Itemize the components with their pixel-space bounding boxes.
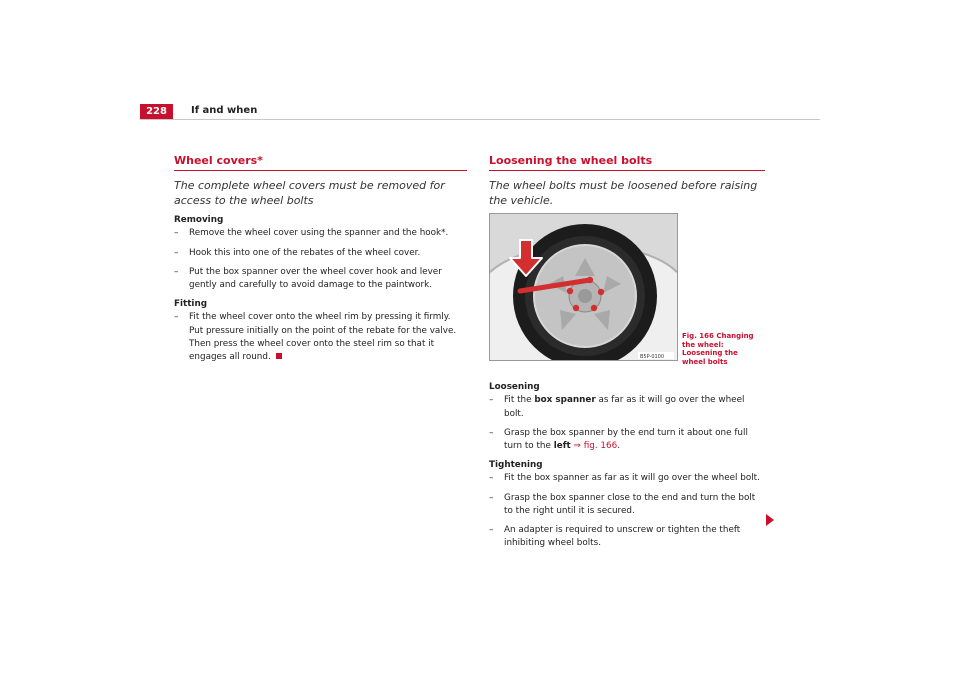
step-item bbox=[174, 266, 467, 292]
step-text: Fit the bbox=[504, 395, 535, 406]
header-rule bbox=[140, 119, 820, 120]
dash-bullet: – bbox=[174, 312, 179, 323]
wheel-figure-image bbox=[489, 213, 678, 361]
dash-bullet: – bbox=[489, 525, 494, 536]
reference-arrow: ⇒ bbox=[570, 441, 584, 452]
page-number: 228 bbox=[140, 104, 173, 119]
subheading-tightening: Tightening bbox=[489, 460, 543, 471]
step-text: Grasp the box spanner by the end turn it about one full turn to the bbox=[504, 427, 748, 452]
step-item bbox=[489, 472, 765, 485]
figure-caption: Fig. 166 Changing the wheel: Loosening the wheel bolts bbox=[682, 332, 754, 366]
left-column bbox=[174, 154, 467, 370]
step-item bbox=[489, 492, 765, 518]
step-emphasis: left bbox=[553, 441, 571, 452]
continue-arrow-icon bbox=[766, 514, 774, 526]
dash-bullet: – bbox=[489, 492, 494, 503]
step-item bbox=[489, 427, 765, 453]
step-text: Fit the box spanner as far as it will go over the wheel bolt. bbox=[504, 473, 760, 484]
step-emphasis: box spanner bbox=[534, 395, 596, 406]
step-text: Put the box spanner over the wheel cover hook and lever gently and carefully to avoid damage to the paintwork. bbox=[189, 266, 442, 291]
dash-bullet: – bbox=[174, 247, 179, 258]
dash-bullet: – bbox=[174, 228, 179, 239]
figure-reference-link[interactable]: fig. 166 bbox=[583, 441, 618, 452]
step-item bbox=[489, 524, 765, 550]
dash-bullet: – bbox=[489, 427, 494, 438]
subheading-loosening: Loosening bbox=[489, 382, 540, 393]
section-intro: The complete wheel covers must be removed for access to the wheel bolts bbox=[174, 179, 445, 208]
subheading-removing: Removing bbox=[174, 215, 224, 226]
step-text: as far as it will go over the wheel bolt. bbox=[504, 395, 745, 419]
section-intro: The wheel bolts must be loosened before raising the vehicle. bbox=[489, 179, 758, 208]
dash-bullet: – bbox=[489, 473, 494, 484]
step-text: Fit the wheel cover onto the wheel rim by pressing it firmly. Put pressure initially on the point of the rebate for the valve. Then press the wheel cover onto the steel rim so that it engages all round. bbox=[189, 312, 457, 363]
running-title: If and when bbox=[191, 105, 258, 116]
dash-bullet: – bbox=[174, 266, 179, 277]
subheading-fitting: Fitting bbox=[174, 299, 208, 310]
figure-block bbox=[489, 213, 765, 373]
section-title-wheel-covers: Wheel covers* bbox=[174, 154, 467, 171]
step-text: . bbox=[617, 441, 621, 452]
step-item bbox=[174, 227, 467, 240]
step-text: Remove the wheel cover using the spanner and the hook*. bbox=[189, 228, 449, 239]
step-text: Hook this into one of the rebates of the wheel cover. bbox=[189, 247, 421, 258]
section-end-icon bbox=[276, 353, 282, 359]
step-item bbox=[174, 311, 467, 364]
right-column bbox=[489, 154, 765, 556]
step-item bbox=[174, 247, 467, 260]
step-item bbox=[489, 394, 765, 420]
step-text: Grasp the box spanner close to the end and turn the bolt to the right until it is secured. bbox=[504, 492, 756, 516]
dash-bullet: – bbox=[489, 395, 494, 406]
section-title-loosening: Loosening the wheel bolts bbox=[489, 154, 765, 171]
figure-code-label: B5P-0100 bbox=[640, 354, 665, 361]
step-text: An adapter is required to unscrew or tighten the theft inhibiting wheel bolts. bbox=[504, 525, 741, 549]
